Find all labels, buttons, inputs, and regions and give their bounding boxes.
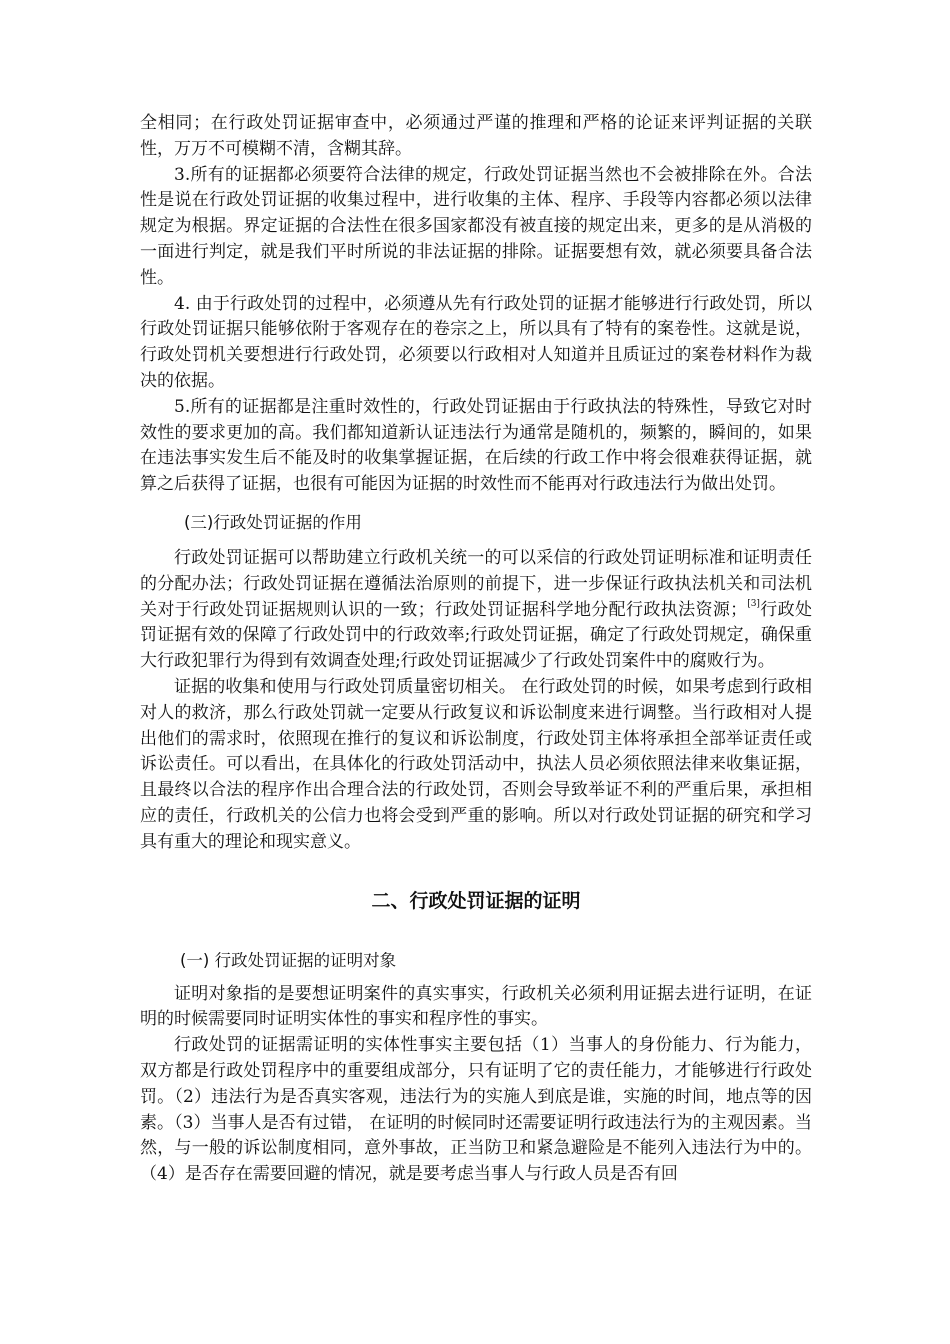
paragraph-point-3: 3.所有的证据都必须要符合法律的规定，行政处罚证据当然也不会被排除在外。合法性是说在行政处罚证据的收集过程中，进行收集的主体、程序、手段等内容都必须以法律规定为根据。界定证据的合法性在很多国家都没有被直接的规定出来，更多的是从消极的一面进行判定，就是我们平时所说的非法证据的排除。证据要想有效，就必须要具备合法性。: [140, 164, 812, 288]
paragraph-point-5: 5.所有的证据都是注重时效性的，行政处罚证据由于行政执法的特殊性，导致它对时效性的要求更加的高。我们都知道新认证违法行为通常是随机的，频繁的，瞬间的，如果在违法事实发生后不能及时的收集掌握证据，在后续的行政工作中将会很难获得证据，就算之后获得了证据，也很有可能因为证据的时效性而不能再对行政违法行为做出处罚。: [140, 396, 812, 495]
paragraph-role-1-part-a: 行政处罚证据可以帮助建立行政机关统一的可以采信的行政处罚证明标准和证明责任的分配办法；行政处罚证据在遵循法治原则的前提下，进一步保证行政执法机关和司法机关对于行政处罚证据规则认识的一致；行政处罚证据科学地分配行政执法资源；: [140, 547, 812, 620]
paragraph-role-1: [140, 546, 812, 675]
paragraph-point-4: 4. 由于行政处罚的过程中，必须遵从先有行政处罚的证据才能够进行行政处罚，所以行政处罚证据只能够依附于客观存在的卷宗之上，所以具有了特有的案卷性。这就是说，行政处罚机关要想进行行政处罚，必须要以行政相对人知道并且质证过的案卷材料作为裁决的依据。: [140, 293, 812, 391]
subheading-proof-object: (一) 行政处罚证据的证明对象: [180, 950, 397, 970]
section-heading-proof: 二、行政处罚证据的证明: [371, 889, 581, 912]
paragraph-role-2: 证据的收集和使用与行政处罚质量密切相关。 在行政处罚的时候，如果考虑到行政相对人的救济，那么行政处罚就一定要从行政复议和诉讼制度来进行调整。当行政相对人提出他们的需求时，依照现在推行的复议和诉讼制度，行政处罚主体将承担全部举证责任或诉讼责任。可以看出，在具体化的行政处罚活动中，执法人员必须依照法律来收集证据，且最终以合法的程序作出合理合法的行政处罚，否则会导致举证不利的严重后果，承担相应的责任，行政机关的公信力也将会受到严重的影响。所以对行政处罚证据的研究和学习具有重大的理论和现实意义。: [140, 676, 812, 852]
paragraph-continued: 全相同；在行政处罚证据审查中，必须通过严谨的推理和严格的论证来评判证据的关联性，万万不可模糊不清，含糊其辞。: [140, 113, 812, 159]
subheading-role-of-evidence: (三)行政处罚证据的作用: [184, 512, 362, 532]
page-content: [140, 111, 812, 1188]
paragraph-substantive-facts: 行政处罚的证据需证明的实体性事实主要包括（1）当事人的身份能力、行为能力，双方都是行政处罚程序中的重要组成部分，只有证明了它的责任能力，才能够进行行政处罚。（2）违法行为是否真实客观，违法行为的实施人到底是谁，实施的时间，地点等的因素。（3）当事人是否有过错， 在证明的时候同时还需要证明行政违法行为的主观因素。当然，与一般的诉讼制度相同，意外事故，正当防卫和紧急避险是不能列入违法行为中的。（4）是否存在需要回避的情况，就是要考虑当事人与行政人员是否有回: [140, 1035, 812, 1185]
paragraph-proof-object: 证明对象指的是要想证明案件的真实事实，行政机关必须利用证据去进行证明，在证明的时候需要同时证明实体性的事实和程序性的事实。: [140, 983, 812, 1030]
paragraph-role-1-part-b: 行政处罚证据有效的保障了行政处罚中的行政效率;行政处罚证据，确定了行政处罚规定，确保重大行政犯罪行为得到有效调查处理;行政处罚证据减少了行政处罚案件中的腐败行为。: [140, 599, 813, 672]
citation-ref: [3]: [747, 598, 760, 609]
